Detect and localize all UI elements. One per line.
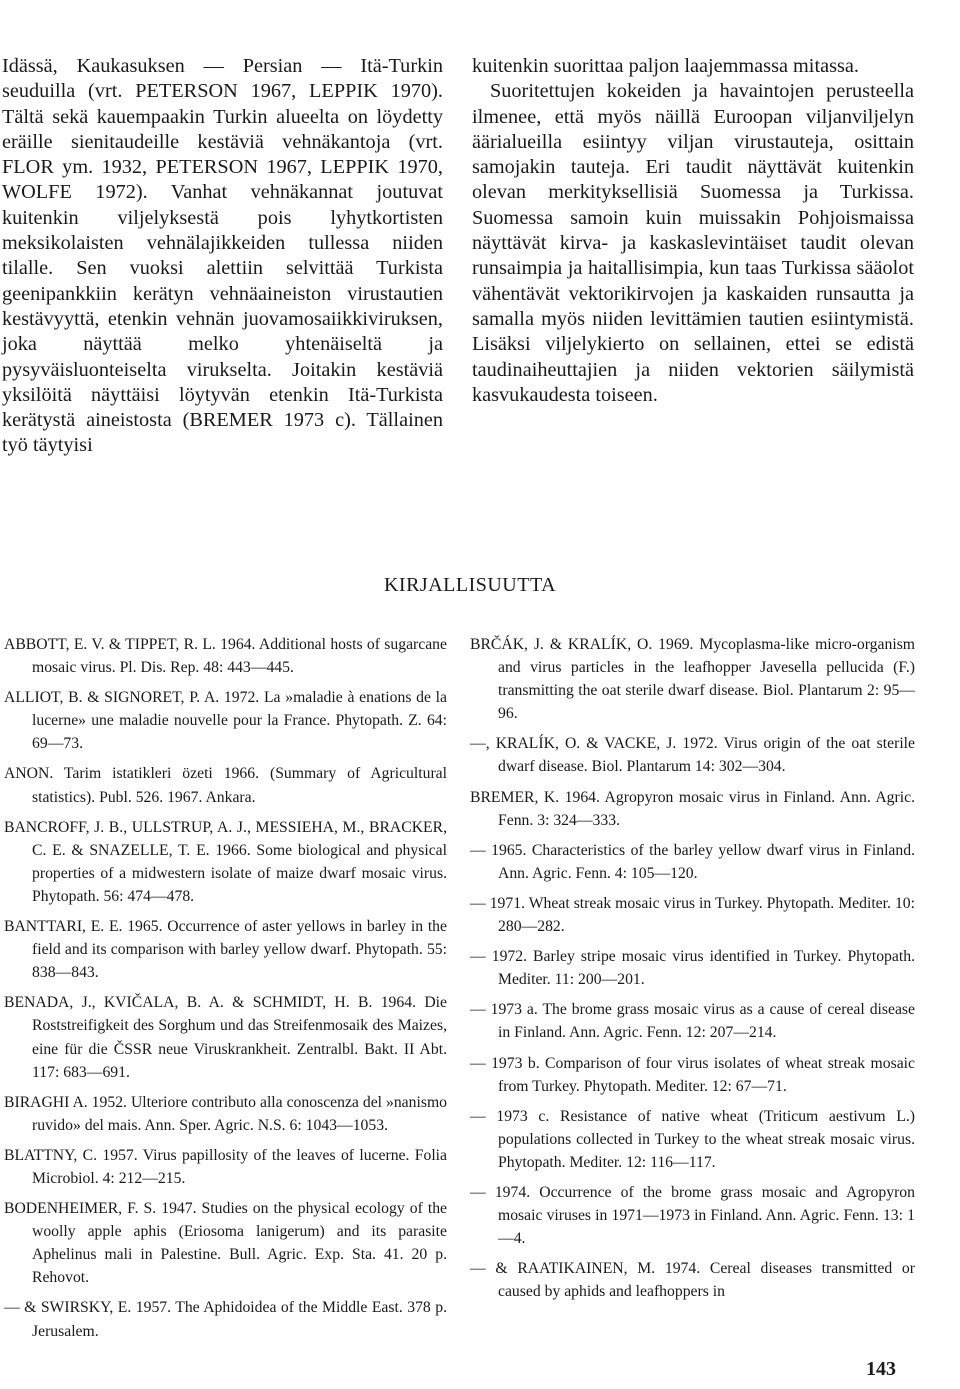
- reference-entry: — 1973 c. Resistance of native wheat (Triticum aestivum L.) populations collected in Turkey to the wheat streak mosaic virus. Phytopath. Mediter. 12: 116—117.: [470, 1107, 915, 1171]
- body-text-right-column: [472, 54, 914, 408]
- reference-entry: — 1974. Occurrence of the brome grass mosaic and Agropyron mosaic viruses in 1971—1973 in Finland. Ann. Agric. Fenn. 13: 1—4.: [470, 1183, 915, 1248]
- reference-entry: BIRAGHI A. 1952. Ulteriore contributo alla conoscenza del »nanismo ruvido» del mais. Ann. Sper. Agric. N.S. 6: 1043—1053.: [4, 1093, 447, 1134]
- body-text-left-column: [2, 54, 443, 459]
- reference-entry: — 1972. Barley stripe mosaic virus identified in Turkey. Phytopath. Mediter. 11: 200—201.: [470, 948, 915, 989]
- reference-entry: BENADA, J., KVIČALA, B. A. & SCHMIDT, H. B. 1964. Die Roststreifigkeit des Sorghum und das Streifenmosaik des Maizes, eine für die ČSSR neue Viruskrankheit. Zentralbl. Bakt. II Abt. 117: 683—691.: [4, 994, 447, 1081]
- reference-entry: BODENHEIMER, F. S. 1947. Studies on the physical ecology of the woolly apple aphis (Eriosoma lanigerum) and its parasite Aphelinus mali in Palestine. Bull. Agric. Exp. Sta. 41. 20 p. Rehovot.: [4, 1200, 447, 1287]
- reference-entry: — & SWIRSKY, E. 1957. The Aphidoidea of the Middle East. 378 p. Jerusalem.: [4, 1299, 447, 1340]
- body-paragraph: Idässä, Kaukasuksen — Persian — Itä-Turkin seuduilla (vrt. PETERSON 1967, LEPPIK 1970). Tältä sekä kauempaakin Turkin alueelta on löydetty eräille sienitaudeille kestäviä vehnäkantoja (vrt. FLOR ym. 1932, PETERSON 1967, LEPPIK 1970, WOLFE 1972). Vanhat vehnäkannat joutuvat kuitenkin viljelyksestä pois lyhytkortisten meksikolaisten vehnälajikkeiden tullessa niiden tilalle. Sen vuoksi alettiin selvittää Turkista geenipankkiin kerätyn vehnäaineiston virustautien kestävyyttä, etenkin vehnän juovamosaiikkiviruksen, joka näyttää melko yhtenäiseltä ja pysyväisluonteiselta virukselta. Joitakin kestäviä yksilöitä näyttäisi löytyvän etenkin Itä-Turkista kerätystä aineistosta (BREMER 1973 c). Tällainen työ täytyisi: [2, 55, 443, 457]
- references-right-column: [470, 633, 915, 1303]
- reference-entry: —, KRALÍK, O. & VACKE, J. 1972. Virus origin of the oat sterile dwarf disease. Biol. Plantarum 14: 302—304.: [470, 735, 915, 776]
- page-number: 143: [866, 1358, 896, 1380]
- reference-entry: — & RAATIKAINEN, M. 1974. Cereal diseases transmitted or caused by aphids and leafhoppers in: [470, 1260, 915, 1301]
- reference-entry: BLATTNY, C. 1957. Virus papillosity of the leaves of lucerne. Folia Microbiol. 4: 212—215.: [4, 1146, 447, 1187]
- reference-entry: — 1965. Characteristics of the barley yellow dwarf virus in Finland. Ann. Agric. Fenn. 4: 105—120.: [470, 841, 915, 882]
- reference-entry: BANTTARI, E. E. 1965. Occurrence of aster yellows in barley in the field and its comparison with barley yellow dwarf. Phytopath. 55: 838—843.: [4, 918, 447, 982]
- reference-entry: ANON. Tarim istatikleri özeti 1966. (Summary of Agricultural statistics). Publ. 526. 1967. Ankara.: [4, 765, 447, 806]
- reference-entry: BREMER, K. 1964. Agropyron mosaic virus in Finland. Ann. Agric. Fenn. 3: 324—333.: [470, 788, 915, 829]
- references-heading: KIRJALLISUUTTA: [383, 574, 557, 596]
- reference-entry: — 1973 b. Comparison of four virus isolates of wheat streak mosaic from Turkey. Phytopath. Mediter. 12: 67—71.: [470, 1054, 915, 1095]
- references-left-column: [4, 633, 447, 1343]
- reference-entry: ALLIOT, B. & SIGNORET, P. A. 1972. La »maladie à enations de la lucerne» une maladie nouvelle pour la France. Phytopath. Z. 64: 69—73.: [4, 689, 447, 753]
- reference-entry: — 1971. Wheat streak mosaic virus in Turkey. Phytopath. Mediter. 10: 280—282.: [470, 894, 915, 936]
- reference-entry: — 1973 a. The brome grass mosaic virus as a cause of cereal disease in Finland. Ann. Agric. Fenn. 12: 207—214.: [470, 1001, 915, 1042]
- reference-entry: BRČÁK, J. & KRALÍK, O. 1969. Mycoplasma-like micro-organism and virus particles in the leafhopper Javesella pellucida (F.) transmitting the oat sterile dwarf disease. Biol. Plantarum 2: 95—96.: [470, 636, 915, 723]
- body-paragraph: kuitenkin suorittaa paljon laajemmassa mitassa.: [472, 55, 859, 77]
- body-paragraph: Suoritettujen kokeiden ja havaintojen perusteella ilmenee, että myös näillä Euroopan viljanviljelyn äärialueilla esiintyy viljan virustauteja, osittain samojakin tauteja. Eri taudit näyttävät kuitenkin olevan merkityksellisiä Suomessa ja Turkissa. Suomessa samoin kuin muissakin Pohjoismaissa näyttävät kirva- ja kaskaslevintäiset taudit olevan runsaimpia ja haitallisimpia, kun taas Turkissa sääolot vähentävät vektorikirvojen ja kaskaiden runsautta ja samalla myös niiden levittämien tautien esiintymistä. Lisäksi viljelykierto on sellainen, ettei se edistä taudinaiheuttajien ja niiden vektorien säilymistä kasvukaudesta toiseen.: [472, 80, 914, 406]
- reference-entry: ABBOTT, E. V. & TIPPET, R. L. 1964. Additional hosts of sugarcane mosaic virus. Pl. Dis. Rep. 48: 443—445.: [4, 636, 447, 677]
- reference-entry: BANCROFF, J. B., ULLSTRUP, A. J., MESSIEHA, M., BRACKER, C. E. & SNAZELLE, T. E. 1966. Some biological and physical properties of a midwestern isolate of maize dwarf mosaic virus. Phytopath. 56: 474—478.: [4, 818, 447, 905]
